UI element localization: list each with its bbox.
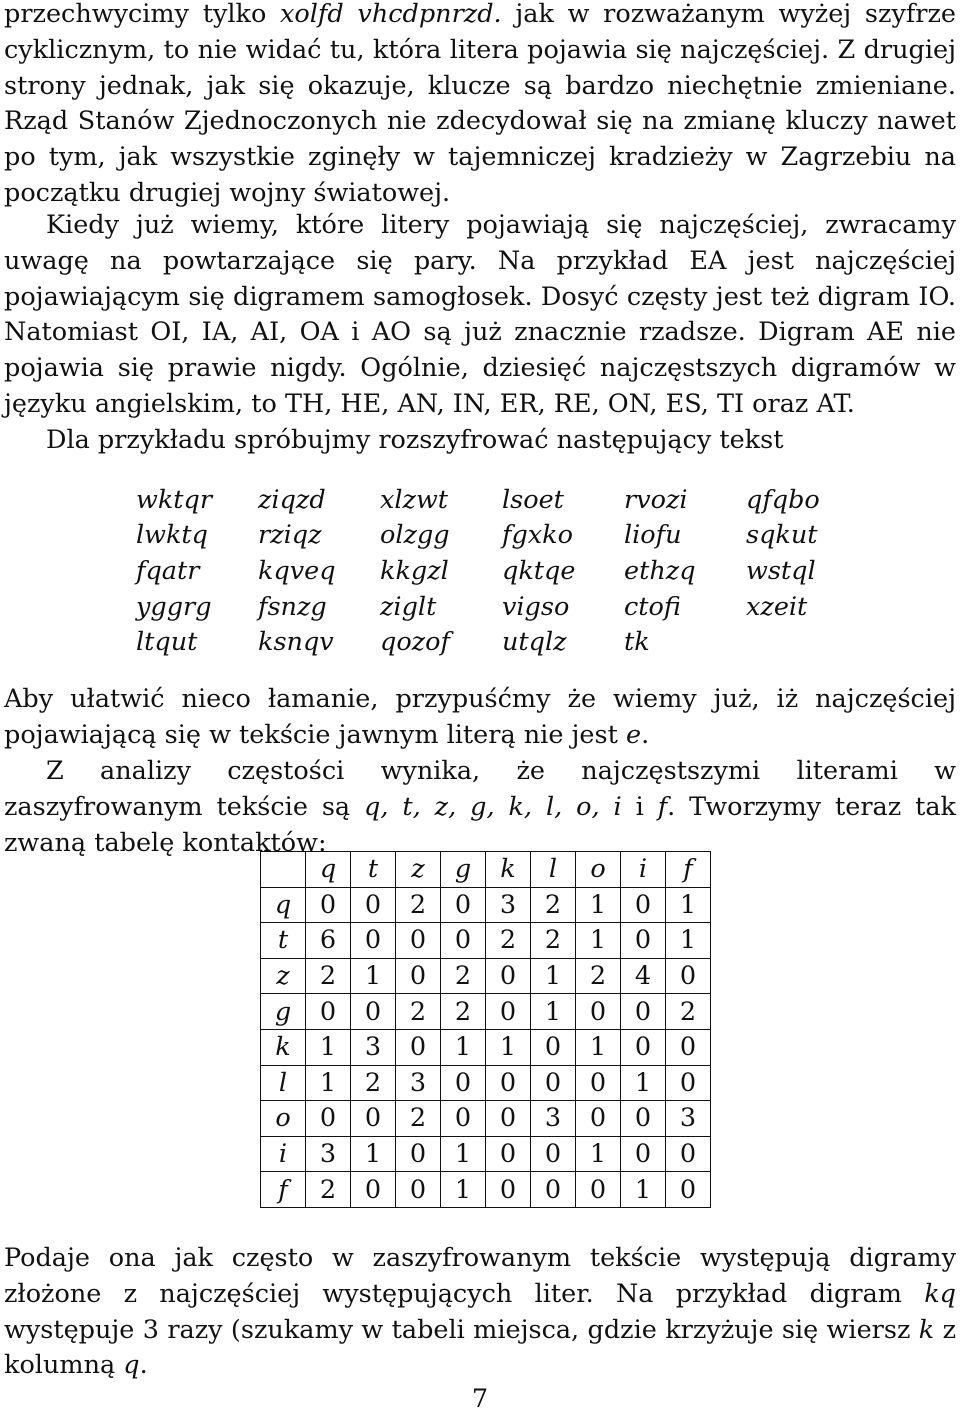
- contact-cell: 0: [486, 994, 531, 1030]
- cipher-row: [136, 482, 868, 518]
- contact-row: [261, 1065, 711, 1101]
- contact-cell: 3: [351, 1029, 396, 1065]
- contact-cell: 2: [306, 1172, 351, 1208]
- contact-cell: 0: [486, 958, 531, 994]
- cipher-group: kkgzl: [380, 555, 449, 586]
- contact-cell: 1: [486, 1029, 531, 1065]
- contact-column-header: t: [351, 852, 396, 888]
- contact-cell: 4: [621, 958, 666, 994]
- contact-cell: 0: [441, 887, 486, 923]
- cipher-group: sqkut: [746, 520, 818, 551]
- contact-cell: 0: [621, 994, 666, 1030]
- contact-row: [261, 887, 711, 923]
- contact-cell: 0: [306, 994, 351, 1030]
- contact-cell: 1: [666, 923, 711, 959]
- contact-cell: 0: [351, 887, 396, 923]
- cipher-group: fqatr: [136, 555, 200, 586]
- cipher-group: yggrg: [136, 591, 212, 622]
- contact-cell: 1: [531, 958, 576, 994]
- cipher-group: qfqbo: [746, 484, 820, 515]
- contact-cell: 2: [441, 958, 486, 994]
- contact-cell: 0: [621, 1101, 666, 1137]
- cipher-group: vigso: [502, 591, 570, 622]
- cipher-group: ctofi: [624, 591, 681, 622]
- contact-table: [260, 851, 711, 1208]
- contact-column-header: g: [441, 852, 486, 888]
- contact-cell: 0: [576, 994, 621, 1030]
- contact-cell: 0: [486, 1172, 531, 1208]
- contact-cell: 3: [486, 887, 531, 923]
- contact-row-header: q: [261, 887, 306, 923]
- contact-row-header: z: [261, 958, 306, 994]
- contact-cell: 0: [396, 923, 441, 959]
- contact-cell: 6: [306, 923, 351, 959]
- contact-row-header: i: [261, 1136, 306, 1172]
- contact-row: [261, 958, 711, 994]
- contact-row-header: t: [261, 923, 306, 959]
- cipher-group: wktqr: [136, 484, 213, 515]
- cipher-group: fgxko: [502, 520, 573, 551]
- contact-cell: 1: [351, 1136, 396, 1172]
- contact-cell: 1: [666, 887, 711, 923]
- contact-cell: 2: [351, 1065, 396, 1101]
- paragraph-2: Kiedy już wiemy, które litery pojawiają się najczęściej, zwracamy uwagę na powtarzające się pary. Na przykład EA jest najczęściej pojawiającym się digramem samogłosek. Dosyć częsty jest też digram IO. Natomiast OI, IA, AI, OA i AO są już znacznie rzadsze. Digram AE nie pojawia się prawie nigdy. Ogólnie, dziesięć najczęstszych digramów w języku angielskim, to TH, HE, AN, IN, ER, RE, ON, ES, TI oraz AT.: [4, 210, 956, 419]
- contact-cell: 0: [441, 1101, 486, 1137]
- cipher-row: [136, 624, 868, 660]
- contact-cell: 2: [396, 994, 441, 1030]
- contact-column-header: o: [576, 852, 621, 888]
- contact-cell: 0: [486, 1136, 531, 1172]
- contact-cell: 0: [396, 1029, 441, 1065]
- contact-cell: 0: [531, 1172, 576, 1208]
- contact-cell: 2: [486, 923, 531, 959]
- cipher-row: [136, 518, 868, 554]
- contact-cell: 0: [666, 1172, 711, 1208]
- cipher-row: [136, 589, 868, 625]
- cipher-row: [136, 553, 868, 589]
- cipher-group: qktqe: [502, 555, 576, 586]
- contact-cell: 2: [666, 994, 711, 1030]
- paragraph-3: Dla przykładu spróbujmy rozszyfrować następujący tekst: [46, 425, 784, 455]
- contact-cell: 0: [621, 923, 666, 959]
- contact-cell: 0: [621, 1029, 666, 1065]
- contact-cell: 0: [531, 1136, 576, 1172]
- contact-cell: 0: [621, 887, 666, 923]
- cipher-group: wstql: [746, 555, 816, 586]
- cipher-group: utqlz: [502, 627, 567, 658]
- cipher-group: qozof: [380, 627, 450, 658]
- contact-column-header: f: [666, 852, 711, 888]
- contact-row-header: l: [261, 1065, 306, 1101]
- contact-cell: 1: [576, 1029, 621, 1065]
- contact-column-header: k: [486, 852, 531, 888]
- cipher-group: ethzq: [624, 555, 696, 586]
- contact-row-header: g: [261, 994, 306, 1030]
- contact-row-header: f: [261, 1172, 306, 1208]
- contact-cell: 1: [351, 958, 396, 994]
- contact-cell: 3: [396, 1065, 441, 1101]
- contact-cell: 0: [396, 958, 441, 994]
- contact-cell: 3: [306, 1136, 351, 1172]
- paragraph-5: Z analizy częstości wynika, że najczęstszymi literami w zaszyfrowanym tekście są q, t, z, g, k, l, o, i i f. Tworzymy teraz tak zwaną tabelę kontaktów:: [4, 756, 956, 858]
- contact-cell: 0: [666, 1065, 711, 1101]
- contact-row-header: k: [261, 1029, 306, 1065]
- contact-cell: 0: [396, 1172, 441, 1208]
- cipher-group: ziglt: [380, 591, 437, 622]
- contact-cell: 1: [531, 994, 576, 1030]
- contact-cell: 0: [351, 994, 396, 1030]
- cipher-group: ksnqv: [258, 627, 334, 658]
- cipher-group: ltqut: [136, 627, 198, 658]
- contact-cell: 1: [621, 1065, 666, 1101]
- contact-row: [261, 1101, 711, 1137]
- contact-row: [261, 1172, 711, 1208]
- contact-cell: 3: [666, 1101, 711, 1137]
- contact-cell: 0: [666, 1029, 711, 1065]
- cipher-group: lsoet: [502, 484, 564, 515]
- contact-cell: 0: [666, 958, 711, 994]
- contact-row: [261, 994, 711, 1030]
- contact-cell: 0: [531, 1065, 576, 1101]
- ciphertext-fragment: xolfd vhcdpnrzd.: [280, 0, 502, 29]
- contact-cell: 0: [351, 923, 396, 959]
- contact-cell: 0: [396, 1136, 441, 1172]
- contact-cell: 0: [351, 1172, 396, 1208]
- contact-column-header: l: [531, 852, 576, 888]
- contact-row-header: o: [261, 1101, 306, 1137]
- contact-cell: 0: [576, 1101, 621, 1137]
- cipher-group: fsnzg: [258, 591, 327, 622]
- contact-column-header: z: [396, 852, 441, 888]
- contact-cell: 0: [531, 1029, 576, 1065]
- cipher-group: ziqzd: [258, 484, 326, 515]
- contact-column-header: i: [621, 852, 666, 888]
- contact-cell: 2: [441, 994, 486, 1030]
- paragraph-4: Aby ułatwić nieco łamanie, przypuśćmy że wiemy już, iż najczęściej pojawiającą się w tekście jawnym literą nie jest e.: [4, 684, 956, 750]
- contact-cell: 1: [441, 1172, 486, 1208]
- contact-cell: 2: [306, 958, 351, 994]
- contact-column-header: q: [306, 852, 351, 888]
- contact-cell: 1: [441, 1136, 486, 1172]
- contact-cell: 2: [396, 887, 441, 923]
- contact-cell: 1: [441, 1029, 486, 1065]
- contact-cell: 1: [306, 1065, 351, 1101]
- cipher-group: liofu: [624, 520, 682, 551]
- cipher-group: rziqz: [258, 520, 322, 551]
- contact-cell: 0: [486, 1101, 531, 1137]
- contact-cell: 0: [441, 923, 486, 959]
- contact-cell: 0: [351, 1101, 396, 1137]
- cipher-group: olzgg: [380, 520, 450, 551]
- contact-cell: 0: [306, 887, 351, 923]
- contact-cell: 0: [666, 1136, 711, 1172]
- cipher-group: xzeit: [746, 591, 808, 622]
- contact-cell: 1: [576, 923, 621, 959]
- contact-cell: 0: [486, 1065, 531, 1101]
- cipher-group: rvozi: [624, 484, 688, 515]
- contact-cell: 2: [531, 923, 576, 959]
- contact-cell: 1: [576, 1136, 621, 1172]
- contact-row: [261, 1136, 711, 1172]
- contact-cell: 1: [621, 1172, 666, 1208]
- contact-cell: 0: [441, 1065, 486, 1101]
- contact-cell: 0: [621, 1136, 666, 1172]
- contact-row: [261, 1029, 711, 1065]
- contact-corner-cell: [261, 852, 306, 888]
- contact-header-row: [261, 852, 711, 888]
- cipher-group: kqveq: [258, 555, 336, 586]
- contact-row: [261, 923, 711, 959]
- cipher-text-block: [136, 482, 868, 660]
- cipher-group: [746, 624, 868, 660]
- contact-cell: 0: [306, 1101, 351, 1137]
- page-number: 7: [471, 1384, 489, 1414]
- paragraph-6: Podaje ona jak często w zaszyfrowanym tekście występują digramy złożone z najczęściej występujących liter. Na przykład digram kq występuje 3 razy (szukamy w tabeli miejsca, gdzie krzyżuje się wiersz k z kolumną q.: [4, 1243, 956, 1381]
- cipher-group: lwktq: [136, 520, 209, 551]
- contact-cell: 0: [576, 1065, 621, 1101]
- contact-cell: 1: [306, 1029, 351, 1065]
- cipher-group: xlzwt: [380, 484, 449, 515]
- contact-cell: 2: [531, 887, 576, 923]
- contact-cell: 1: [576, 887, 621, 923]
- contact-cell: 2: [396, 1101, 441, 1137]
- contact-cell: 3: [531, 1101, 576, 1137]
- contact-cell: 2: [576, 958, 621, 994]
- paragraph-1: przechwycimy tylko xolfd vhcdpnrzd. jak w rozważanym wyżej szyfrze cyklicznym, to nie widać tu, która litera pojawia się najczęściej. Z drugiej strony jednak, jak się okazuje, klucze są bardzo niechętnie zmieniane. Rząd Stanów Zjednoczonych nie zdecydował się na zmianę kluczy nawet po tym, jak wszystkie zginęły w tajemniczej kradzieży w Zagrzebiu na początku drugiej wojny światowej.: [4, 0, 956, 208]
- contact-cell: 0: [576, 1172, 621, 1208]
- cipher-group: tk: [624, 627, 650, 658]
